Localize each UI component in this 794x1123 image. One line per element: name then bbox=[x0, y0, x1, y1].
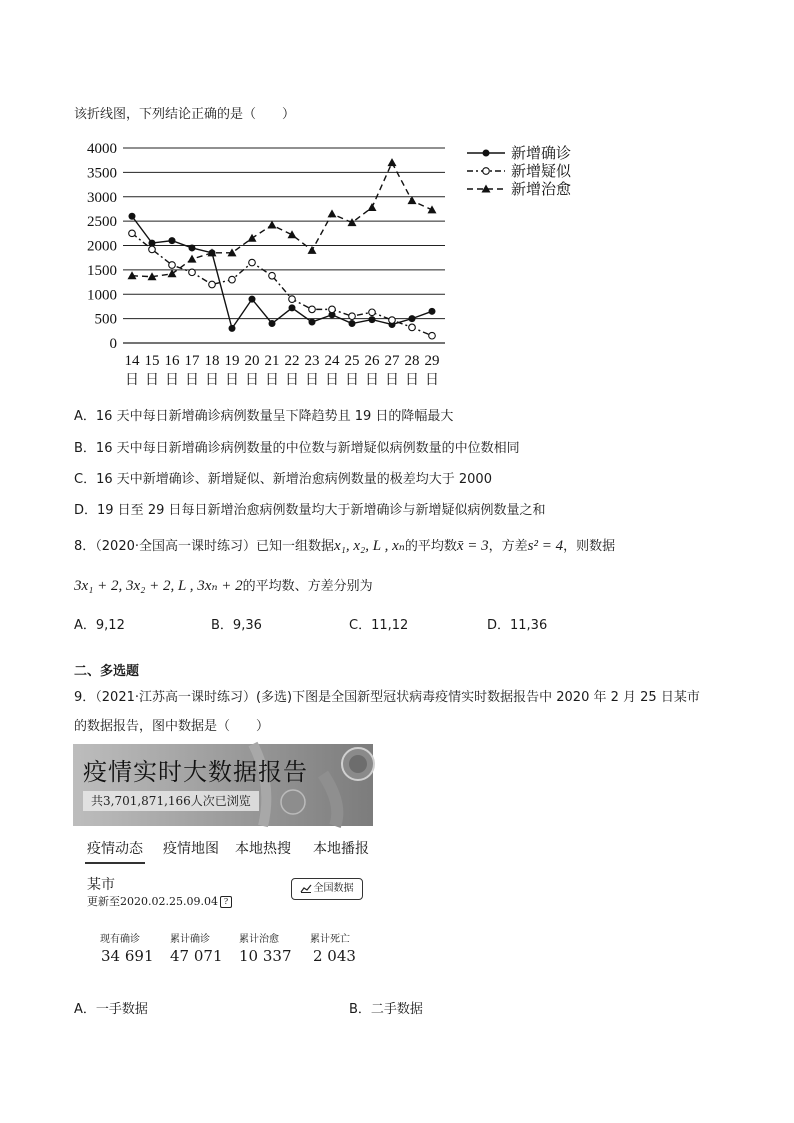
option-b: B．16 天中每日新增确诊病例数量的中位数与新增疑似病例数量的中位数相同 bbox=[74, 441, 520, 456]
tab-local-trending[interactable]: 本地热搜 bbox=[235, 841, 291, 857]
data-point bbox=[308, 246, 317, 254]
stat-label-total-confirmed: 累计确诊 bbox=[170, 934, 210, 945]
report-banner bbox=[73, 744, 373, 826]
y-tick-label: 0 bbox=[109, 336, 117, 352]
x-tick-unit: 日 bbox=[145, 372, 159, 388]
q8-option-c: C．11,12 bbox=[349, 618, 409, 633]
x-tick-unit: 日 bbox=[385, 372, 399, 388]
data-point bbox=[369, 316, 376, 323]
city-name: 某市 bbox=[87, 877, 115, 893]
data-point bbox=[129, 230, 136, 237]
x-tick-label: 27 bbox=[384, 353, 400, 369]
data-point bbox=[209, 281, 216, 288]
data-point bbox=[369, 309, 376, 316]
data-point bbox=[309, 319, 316, 326]
active-tab-underline bbox=[85, 862, 145, 864]
q9-option-b: B．二手数据 bbox=[349, 1002, 423, 1017]
data-point bbox=[429, 332, 436, 339]
data-point bbox=[349, 320, 356, 327]
option-a: A．16 天中每日新增确诊病例数量呈下降趋势且 19 日的降幅最大 bbox=[74, 409, 454, 424]
x-tick-unit: 日 bbox=[345, 372, 359, 388]
data-point bbox=[428, 205, 437, 213]
data-point bbox=[229, 276, 236, 283]
data-point bbox=[188, 255, 197, 263]
x-tick-unit: 日 bbox=[265, 372, 279, 388]
x-tick-unit: 日 bbox=[325, 372, 339, 388]
q8-mean-text: 的平均数 bbox=[404, 539, 457, 554]
legend-marker bbox=[483, 150, 490, 157]
stat-value-recovered: 10 337 bbox=[239, 947, 292, 965]
report-screenshot bbox=[73, 744, 373, 974]
x-tick-unit: 日 bbox=[405, 372, 419, 388]
data-point bbox=[328, 209, 337, 217]
stat-value-total-confirmed: 47 071 bbox=[170, 947, 223, 965]
data-point bbox=[409, 315, 416, 322]
banner-title: 疫情实时大数据报告 bbox=[83, 758, 308, 786]
x-tick-unit: 日 bbox=[245, 372, 259, 388]
series-line-1 bbox=[132, 216, 432, 328]
question-9-line1: 9．（2021·江苏高一课时练习）(多选)下图是全国新型冠状病毒疫情实时数据报告中 2020 年 2 月 25 日某市 bbox=[74, 690, 700, 705]
x-tick-label: 28 bbox=[404, 353, 420, 369]
y-tick-label: 2000 bbox=[87, 238, 117, 255]
x-tick-label: 20 bbox=[244, 353, 260, 369]
data-point bbox=[249, 259, 256, 266]
data-point bbox=[248, 234, 257, 242]
legend-marker bbox=[483, 168, 490, 175]
tab-dynamics[interactable]: 疫情动态 bbox=[87, 841, 143, 857]
x-tick-label: 23 bbox=[304, 353, 320, 369]
option-d: D．19 日至 29 日每日新增治愈病例数量均大于新增确诊与新增疑似病例数量之和 bbox=[74, 503, 546, 518]
data-point bbox=[289, 304, 296, 311]
x-tick-label: 17 bbox=[184, 353, 200, 369]
data-point bbox=[388, 158, 397, 166]
update-time-text: 更新至2020.02.25.09.04 bbox=[87, 895, 218, 908]
x-tick-unit: 日 bbox=[285, 372, 299, 388]
y-tick-label: 500 bbox=[94, 311, 117, 328]
banner-subtitle: 共3,701,871,166人次已浏览 bbox=[83, 791, 259, 811]
data-point bbox=[189, 244, 196, 251]
q8-option-b: B．9,36 bbox=[211, 618, 262, 633]
data-point bbox=[289, 296, 296, 303]
data-point bbox=[269, 272, 276, 279]
y-tick-label: 2500 bbox=[87, 214, 117, 231]
q8-option-d: D．11,36 bbox=[487, 618, 548, 633]
x-tick-unit: 日 bbox=[425, 372, 439, 388]
data-point bbox=[389, 317, 396, 324]
y-tick-label: 3000 bbox=[87, 189, 117, 206]
option-c: C．16 天中新增确诊、新增疑似、新增治愈病例数量的极差均大于 2000 bbox=[74, 472, 492, 487]
data-point bbox=[268, 221, 277, 229]
data-point bbox=[309, 306, 316, 313]
x-tick-label: 15 bbox=[144, 353, 160, 369]
stat-label-deaths: 累计死亡 bbox=[310, 934, 350, 945]
q8-mean-expr: x̄ = 3 bbox=[456, 538, 489, 554]
q8-option-a: A．9,12 bbox=[74, 618, 125, 633]
stat-label-current: 现有确诊 bbox=[100, 934, 140, 945]
data-point bbox=[249, 296, 256, 303]
stat-label-recovered: 累计治愈 bbox=[239, 934, 279, 945]
y-tick-label: 4000 bbox=[87, 141, 117, 157]
data-point bbox=[169, 262, 176, 269]
x-tick-unit: 日 bbox=[185, 372, 199, 388]
data-point bbox=[229, 325, 236, 332]
nation-data-label: 全国数据 bbox=[313, 883, 354, 894]
y-tick-label: 1500 bbox=[87, 262, 117, 279]
question-8-line2 bbox=[74, 575, 373, 595]
q8-line2-text: 的平均数、方差分别为 bbox=[242, 579, 373, 594]
data-point bbox=[269, 320, 276, 327]
data-point bbox=[368, 203, 377, 211]
update-time bbox=[87, 893, 232, 909]
x-tick-label: 14 bbox=[124, 353, 140, 369]
chart-line-icon bbox=[301, 884, 311, 893]
nation-data-button[interactable] bbox=[291, 878, 363, 900]
question-9-line2: 的数据报告，图中数据是（ ） bbox=[74, 719, 270, 734]
question-8-line1 bbox=[74, 535, 615, 555]
x-tick-label: 29 bbox=[424, 353, 440, 369]
y-tick-label: 3500 bbox=[87, 165, 117, 182]
x-tick-unit: 日 bbox=[125, 372, 139, 388]
line-chart bbox=[87, 138, 595, 388]
x-tick-unit: 日 bbox=[165, 372, 179, 388]
x-tick-unit: 日 bbox=[205, 372, 219, 388]
data-point bbox=[189, 269, 196, 276]
x-tick-label: 25 bbox=[344, 353, 360, 369]
tab-local-broadcast[interactable]: 本地播报 bbox=[313, 841, 369, 857]
y-tick-label: 1000 bbox=[87, 287, 117, 304]
x-tick-label: 16 bbox=[164, 353, 180, 369]
q8-var-expr: s² = 4 bbox=[527, 538, 564, 554]
data-point bbox=[349, 313, 356, 320]
tab-map[interactable]: 疫情地图 bbox=[163, 841, 219, 857]
stat-value-current: 34 691 bbox=[101, 947, 154, 965]
q8-given: x₁, x₂, L , xₙ bbox=[334, 538, 405, 554]
data-point bbox=[169, 237, 176, 244]
question-mark-icon[interactable]: ? bbox=[220, 896, 232, 908]
data-point bbox=[408, 196, 417, 204]
x-tick-label: 18 bbox=[204, 353, 220, 369]
data-point bbox=[149, 240, 156, 247]
data-point bbox=[409, 324, 416, 331]
q8-var-text: ，方差 bbox=[488, 539, 528, 554]
x-tick-label: 26 bbox=[364, 353, 380, 369]
series-line-2 bbox=[132, 233, 432, 335]
question-stem: 该折线图，下列结论正确的是（ ） bbox=[74, 107, 296, 122]
x-tick-unit: 日 bbox=[365, 372, 379, 388]
x-tick-unit: 日 bbox=[305, 372, 319, 388]
data-point bbox=[329, 306, 336, 313]
legend-label: 新增确诊 bbox=[511, 144, 572, 162]
q8-suffix: ，则数据 bbox=[563, 539, 616, 554]
x-tick-label: 21 bbox=[264, 353, 280, 369]
legend-label: 新增疑似 bbox=[511, 162, 572, 180]
tab-bar bbox=[73, 832, 373, 868]
section-title: 二、多选题 bbox=[74, 664, 140, 679]
data-point bbox=[129, 213, 136, 220]
stat-value-deaths: 2 043 bbox=[313, 947, 356, 965]
q9-option-a: A．一手数据 bbox=[74, 1002, 148, 1017]
series-line-3 bbox=[132, 163, 432, 277]
legend-label: 新增治愈 bbox=[511, 180, 572, 198]
data-point bbox=[149, 246, 156, 253]
x-tick-label: 22 bbox=[284, 353, 300, 369]
x-tick-label: 24 bbox=[324, 353, 340, 369]
x-tick-label: 19 bbox=[224, 353, 240, 369]
q8-prefix: 8．（2020·全国高一课时练习）已知一组数据 bbox=[74, 539, 334, 554]
data-point bbox=[429, 308, 436, 315]
data-point bbox=[288, 230, 297, 238]
x-tick-unit: 日 bbox=[225, 372, 239, 388]
data-point bbox=[168, 269, 177, 277]
data-point bbox=[348, 218, 357, 226]
q8-line2-expr: 3x₁ + 2, 3x₂ + 2, L , 3xₙ + 2 bbox=[74, 578, 243, 594]
